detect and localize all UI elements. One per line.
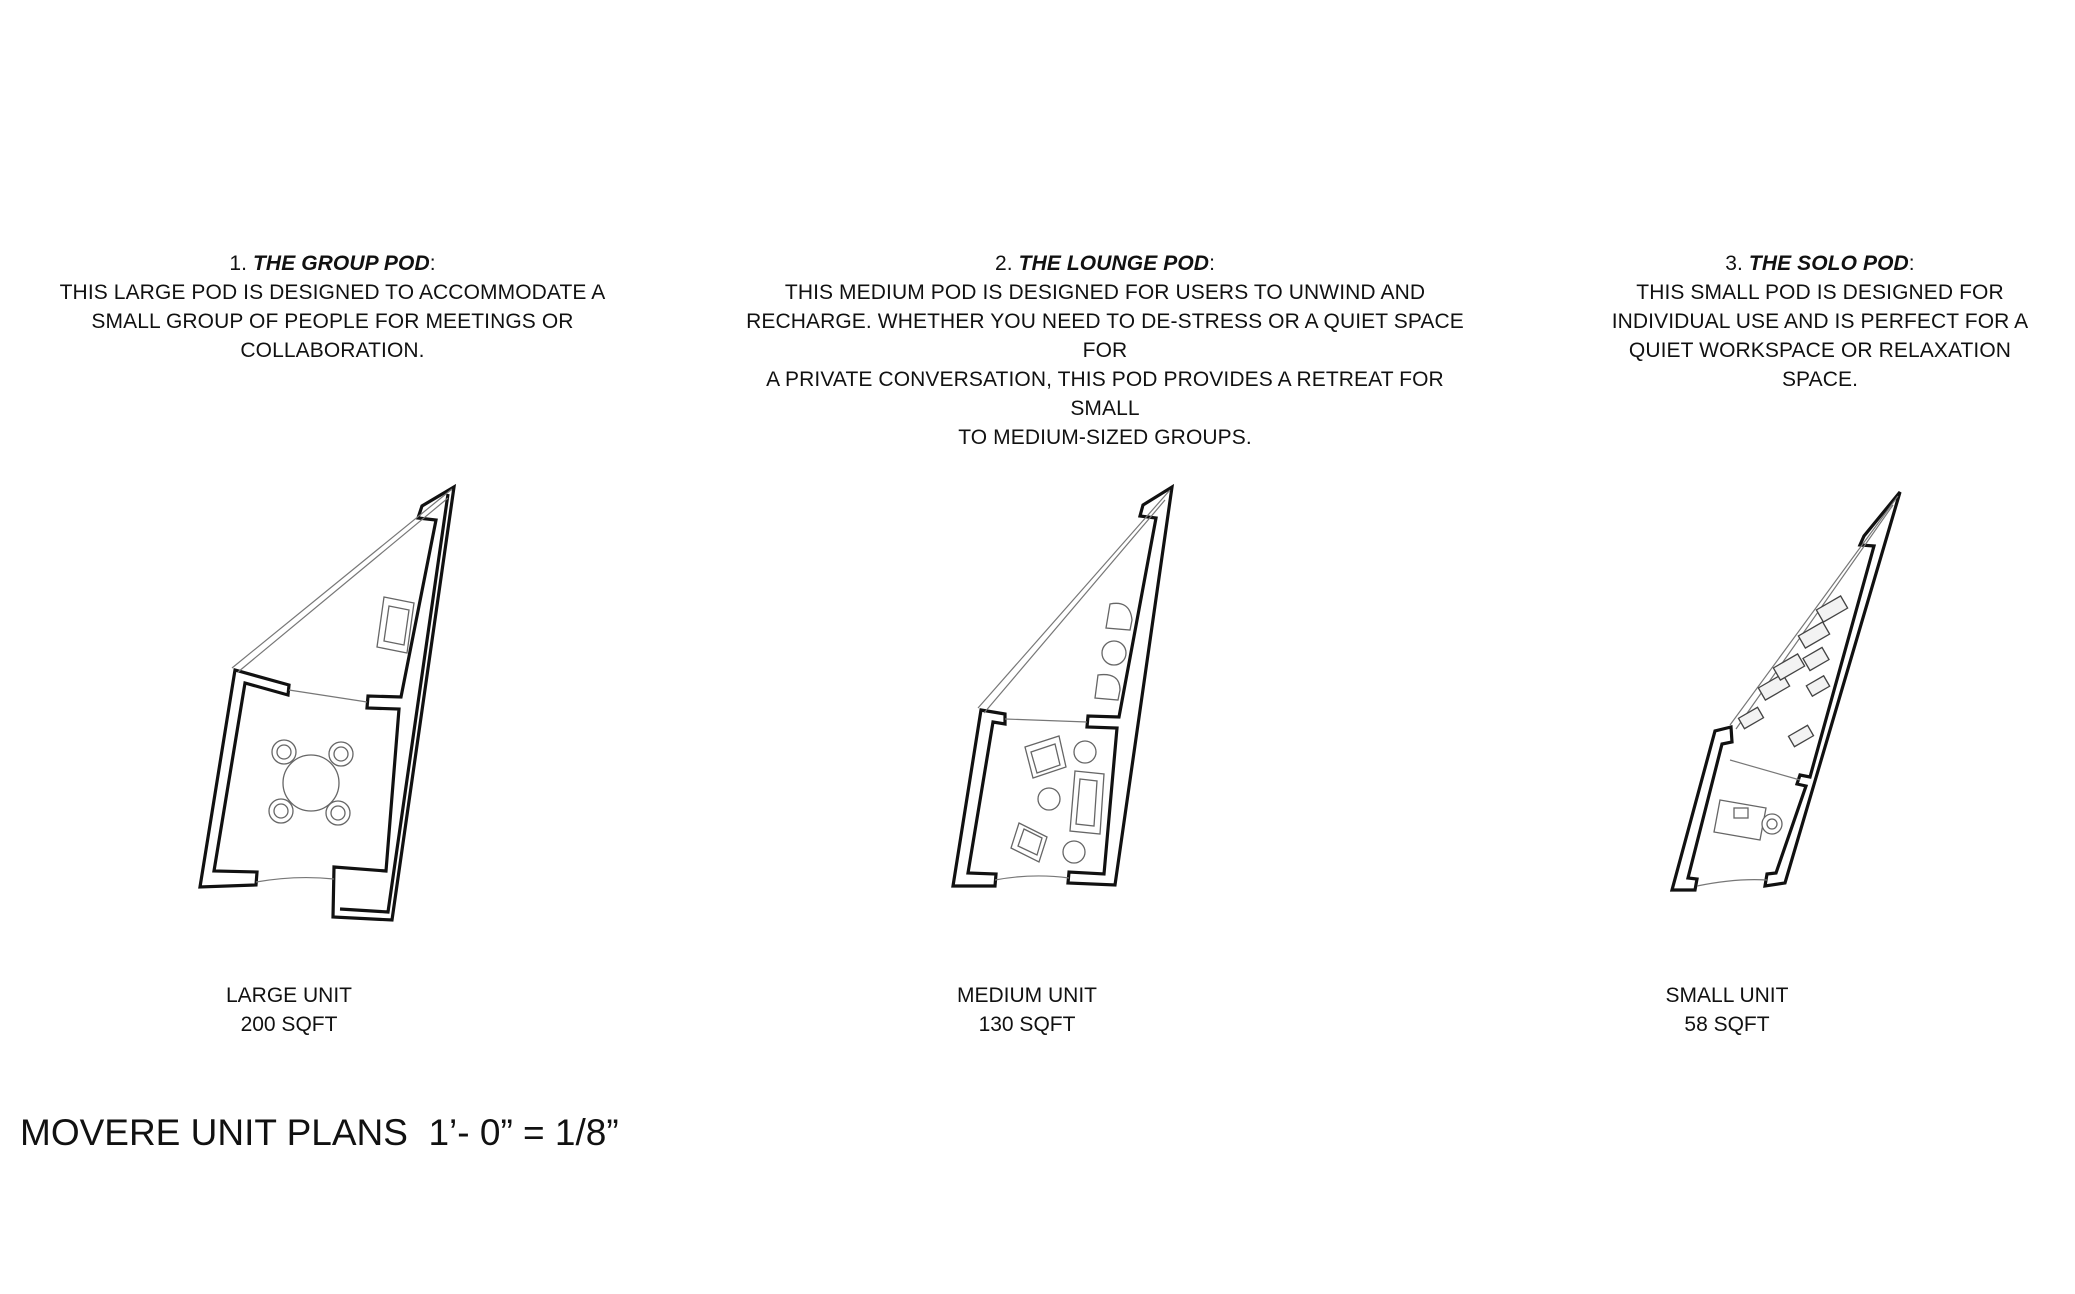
large-unit-walls xyxy=(200,487,454,920)
small-unit-desk xyxy=(1714,800,1782,840)
group-pod-line-3: COLLABORATION. xyxy=(240,339,425,362)
lounge-pod-line-1: THIS MEDIUM POD IS DESIGNED FOR USERS TO UNWIND AND xyxy=(784,281,1426,304)
medium-unit-lounge-set xyxy=(1011,736,1104,863)
lounge-pod-line-4: TO MEDIUM-SIZED GROUPS. xyxy=(958,426,1252,449)
medium-unit-area: 130 SQFT xyxy=(978,1013,1076,1036)
medium-unit-name: MEDIUM UNIT xyxy=(957,984,1097,1007)
group-pod-colon: : xyxy=(429,252,436,275)
large-unit-label xyxy=(189,981,389,1039)
medium-unit-walls xyxy=(953,487,1172,886)
small-unit-plan xyxy=(1672,492,1900,890)
small-unit-name: SMALL UNIT xyxy=(1665,984,1789,1007)
lounge-pod-number: 2. xyxy=(994,252,1013,275)
lounge-pod-line-3: A PRIVATE CONVERSATION, THIS POD PROVIDES A RETREAT FOR SMALL xyxy=(766,368,1444,420)
solo-pod-number: 3. xyxy=(1725,252,1743,275)
solo-pod-colon: : xyxy=(1908,252,1915,275)
lounge-pod-line-2: RECHARGE. WHETHER YOU NEED TO DE-STRESS OR A QUIET SPACE FOR xyxy=(746,310,1464,362)
large-unit-meeting-table xyxy=(269,740,353,825)
solo-pod-line-2: INDIVIDUAL USE AND IS PERFECT FOR A xyxy=(1611,310,2029,333)
lounge-pod-name: THE LOUNGE POD xyxy=(1018,252,1210,275)
medium-unit-label xyxy=(927,981,1127,1039)
solo-pod-name: THE SOLO POD xyxy=(1748,252,1909,275)
large-unit-area: 200 SQFT xyxy=(240,1013,338,1036)
solo-pod-line-1: THIS SMALL POD IS DESIGNED FOR xyxy=(1636,281,2004,304)
group-pod-line-2: SMALL GROUP OF PEOPLE FOR MEETINGS OR xyxy=(91,310,574,333)
small-unit-walls xyxy=(1672,492,1900,890)
solo-pod-line-3: QUIET WORKSPACE OR RELAXATION SPACE. xyxy=(1628,339,2012,391)
plan-title: MOVERE UNIT PLANS 1’- 0” = 1/8” xyxy=(20,1112,619,1153)
large-unit-armchair xyxy=(377,597,414,653)
large-unit-plan xyxy=(200,487,454,920)
small-unit-area: 58 SQFT xyxy=(1684,1013,1770,1036)
medium-unit-plan xyxy=(953,487,1172,886)
large-unit-name: LARGE UNIT xyxy=(225,984,353,1007)
small-unit-label xyxy=(1627,981,1827,1039)
group-pod-name: THE GROUP POD xyxy=(253,252,430,275)
group-pod-number: 1. xyxy=(229,252,248,275)
lounge-pod-colon: : xyxy=(1209,252,1215,275)
large-unit-wall-inner xyxy=(340,494,448,912)
group-pod-line-1: THIS LARGE POD IS DESIGNED TO ACCOMMODATE A xyxy=(59,281,606,304)
